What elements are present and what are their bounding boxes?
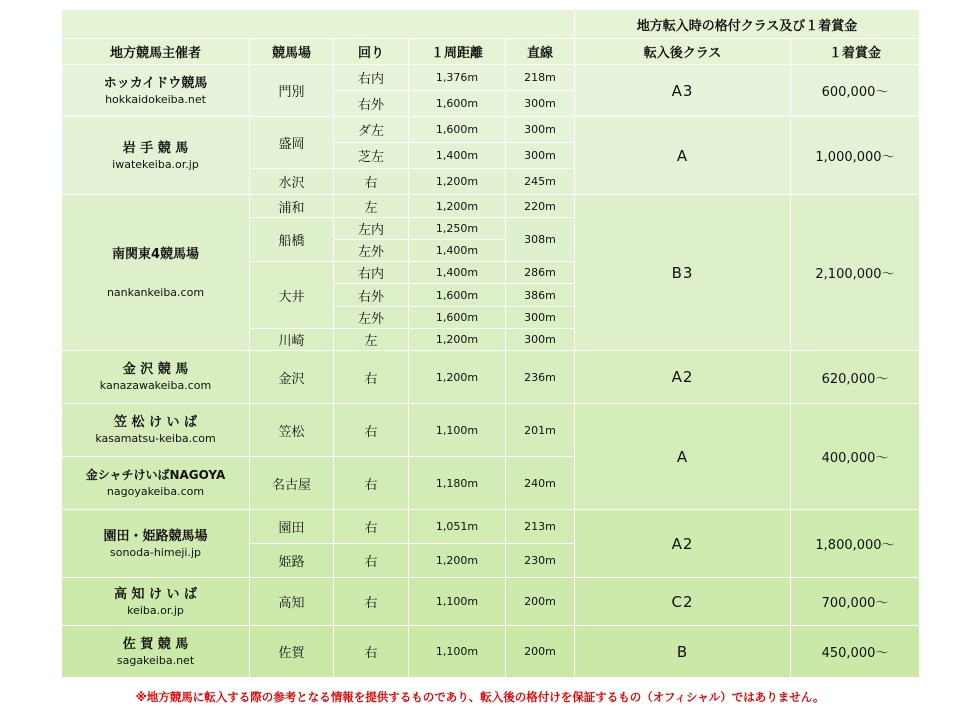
straight-cell: 200m (506, 626, 575, 678)
direction-cell: 右 (334, 544, 409, 578)
header-row-group (62, 10, 920, 39)
header-row-columns (62, 39, 920, 65)
distance-cell: 1,051m (409, 510, 506, 544)
direction-cell: 右 (334, 169, 409, 195)
organizer-kochi: 高 知 け い ば keiba.or.jp (62, 578, 250, 626)
organizer-minami-kanto: 南関東4競馬場 nankankeiba.com (62, 195, 250, 351)
straight-cell: 220m (506, 195, 575, 218)
table-row (62, 626, 920, 678)
direction-cell: 左 (334, 195, 409, 218)
distance-cell: 1,400m (409, 143, 506, 169)
track-name: 盛岡 (250, 117, 334, 169)
straight-cell: 240m (506, 457, 575, 510)
class-cell: A2 (575, 351, 791, 404)
prize-cell: 1,800,000～ (791, 510, 920, 578)
table-row (62, 578, 920, 626)
col-header-class: 転入後クラス (575, 39, 791, 65)
straight-cell: 230m (506, 544, 575, 578)
class-cell: A2 (575, 510, 791, 578)
organizer-kasamatsu: 笠 松 け い ば kasamatsu-keiba.com (62, 404, 250, 457)
straight-cell: 300m (506, 143, 575, 169)
direction-cell: 右外 (334, 284, 409, 307)
distance-cell: 1,200m (409, 329, 506, 351)
table-row (62, 117, 920, 143)
distance-cell: 1,100m (409, 404, 506, 457)
table-row (62, 351, 920, 404)
class-cell: B (575, 626, 791, 678)
prize-cell: 1,000,000～ (791, 117, 920, 195)
direction-cell: 右 (334, 404, 409, 457)
direction-cell: 右 (334, 626, 409, 678)
table-row (62, 65, 920, 91)
distance-cell: 1,200m (409, 195, 506, 218)
direction-cell: 右 (334, 457, 409, 510)
distance-cell: 1,200m (409, 351, 506, 404)
col-header-direction: 回り (334, 39, 409, 65)
distance-cell: 1,600m (409, 91, 506, 117)
direction-cell: 右外 (334, 91, 409, 117)
organizer-sonoda-himeji: 園田・姫路競馬場 sonoda-himeji.jp (62, 510, 250, 578)
header-blank-cell (62, 10, 575, 39)
class-cell: C2 (575, 578, 791, 626)
direction-cell: ダ左 (334, 117, 409, 143)
straight-cell: 218m (506, 65, 575, 91)
class-cell: A (575, 117, 791, 195)
track-name: 浦和 (250, 195, 334, 218)
col-header-straight: 直線 (506, 39, 575, 65)
col-header-track: 競馬場 (250, 39, 334, 65)
straight-cell: 201m (506, 404, 575, 457)
direction-cell: 右 (334, 578, 409, 626)
straight-cell: 245m (506, 169, 575, 195)
prize-cell: 620,000～ (791, 351, 920, 404)
track-name: 園田 (250, 510, 334, 544)
track-name: 金沢 (250, 351, 334, 404)
track-name: 川崎 (250, 329, 334, 351)
straight-cell: 236m (506, 351, 575, 404)
distance-cell: 1,100m (409, 578, 506, 626)
distance-cell: 1,200m (409, 544, 506, 578)
class-cell: A (575, 404, 791, 510)
direction-cell: 右 (334, 510, 409, 544)
track-name: 門別 (250, 65, 334, 117)
organizer-iwate: 岩 手 競 馬 iwatekeiba.or.jp (62, 117, 250, 195)
straight-cell: 300m (506, 117, 575, 143)
table-row (62, 404, 920, 457)
direction-cell: 左内 (334, 218, 409, 240)
organizer-nagoya: 金シャチけいばNAGOYA nagoyakeiba.com (62, 457, 250, 510)
distance-cell: 1,200m (409, 169, 506, 195)
class-cell: A3 (575, 65, 791, 117)
straight-cell: 300m (506, 91, 575, 117)
distance-cell: 1,400m (409, 262, 506, 284)
straight-cell: 386m (506, 284, 575, 307)
racecourse-table (61, 9, 920, 678)
direction-cell: 左外 (334, 240, 409, 262)
distance-cell: 1,600m (409, 284, 506, 307)
col-header-organizer: 地方競馬主催者 (62, 39, 250, 65)
disclaimer-note: ※地方競馬に転入する際の参考となる情報を提供するものであり、転入後の格付けを保証するもの（オフィシャル）ではありません。 (135, 690, 825, 704)
col-header-distance: １周距離 (409, 39, 506, 65)
prize-cell: 2,100,000～ (791, 195, 920, 351)
track-name: 大井 (250, 262, 334, 329)
organizer-hokkaido: ホッカイドウ競馬 hokkaidokeiba.net (62, 65, 250, 117)
straight-cell: 308m (506, 218, 575, 262)
straight-cell: 300m (506, 307, 575, 329)
track-name: 笠松 (250, 404, 334, 457)
straight-cell: 213m (506, 510, 575, 544)
organizer-saga: 佐 賀 競 馬 sagakeiba.net (62, 626, 250, 678)
distance-cell: 1,250m (409, 218, 506, 240)
direction-cell: 右 (334, 351, 409, 404)
prize-cell: 450,000～ (791, 626, 920, 678)
track-name: 名古屋 (250, 457, 334, 510)
direction-cell: 左 (334, 329, 409, 351)
distance-cell: 1,100m (409, 626, 506, 678)
prize-cell: 400,000～ (791, 404, 920, 510)
track-name: 姫路 (250, 544, 334, 578)
organizer-kanazawa: 金 沢 競 馬 kanazawakeiba.com (62, 351, 250, 404)
header-group-title: 地方転入時の格付クラス及び１着賞金 (575, 10, 920, 39)
straight-cell: 200m (506, 578, 575, 626)
track-name: 船橋 (250, 218, 334, 262)
track-name: 水沢 (250, 169, 334, 195)
table-row (62, 195, 920, 218)
distance-cell: 1,400m (409, 240, 506, 262)
class-cell: B3 (575, 195, 791, 351)
straight-cell: 286m (506, 262, 575, 284)
direction-cell: 芝左 (334, 143, 409, 169)
track-name: 佐賀 (250, 626, 334, 678)
straight-cell: 300m (506, 329, 575, 351)
direction-cell: 左外 (334, 307, 409, 329)
distance-cell: 1,600m (409, 117, 506, 143)
prize-cell: 700,000～ (791, 578, 920, 626)
col-header-prize: １着賞金 (791, 39, 920, 65)
distance-cell: 1,180m (409, 457, 506, 510)
table-row (62, 510, 920, 544)
direction-cell: 右内 (334, 65, 409, 91)
track-name: 高知 (250, 578, 334, 626)
distance-cell: 1,600m (409, 307, 506, 329)
prize-cell: 600,000～ (791, 65, 920, 117)
distance-cell: 1,376m (409, 65, 506, 91)
direction-cell: 右内 (334, 262, 409, 284)
